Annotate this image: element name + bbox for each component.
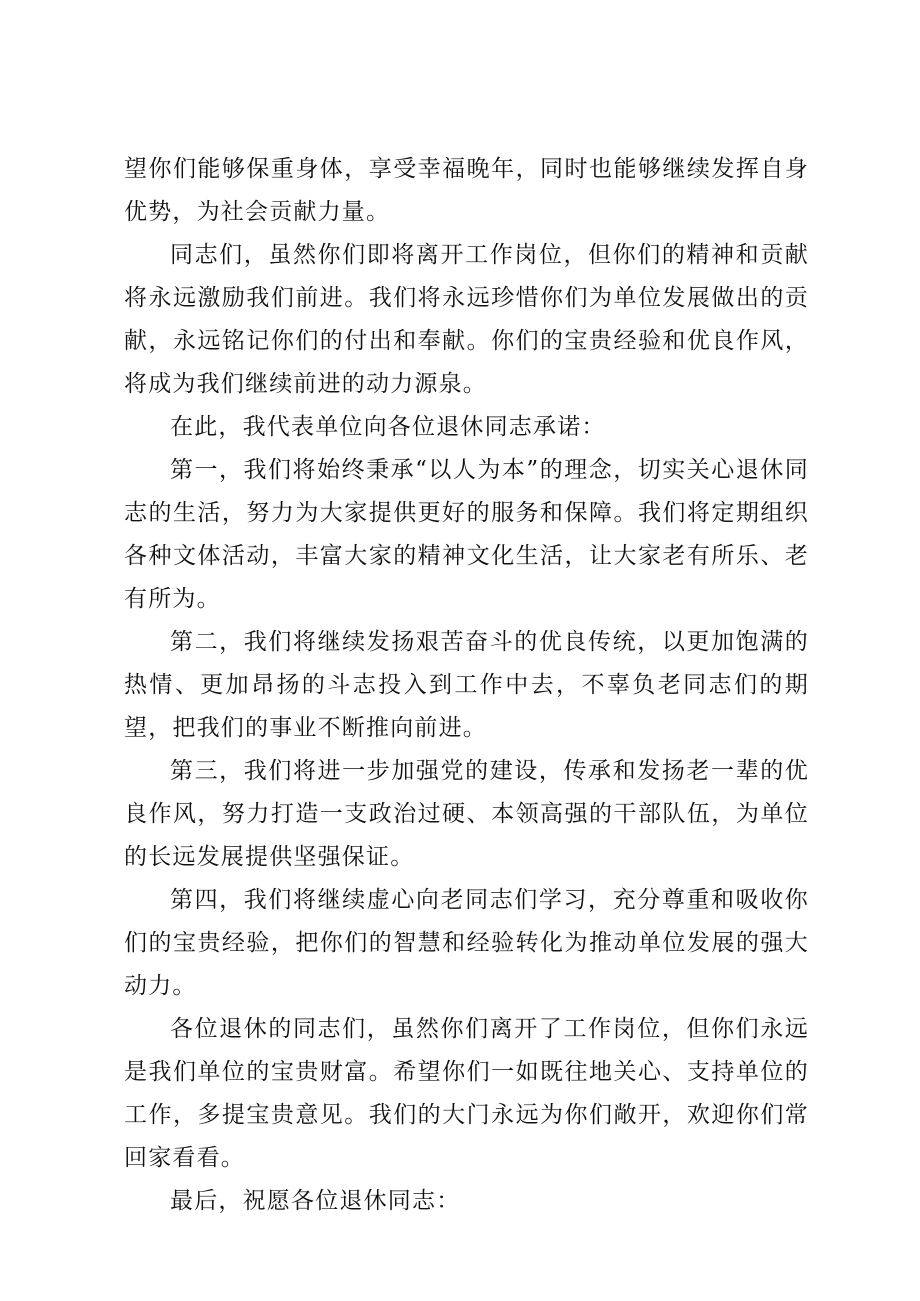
paragraph-pledge-intro: 在此，我代表单位向各位退休同志承诺： [170,414,606,440]
paragraph-pledge-second: 第二，我们将继续发扬艰苦奋斗的优良传统，以更加饱满的热情、更加昂扬的斗志投入到工作中去，不辜负老同志们的期望，把我们的事业不断推向前进。 [124,629,809,741]
paragraph-pledge-fourth: 第四，我们将继续虚心向老同志们学习，充分尊重和吸收你们的宝贵经验，把你们的智慧和经验转化为推动单位发展的强大动力。 [124,887,809,999]
paragraph-retirees-treasure: 各位退休的同志们，虽然你们离开了工作岗位，但你们永远是我们单位的宝贵财富。希望你们一如既往地关心、支持单位的工作，多提宝贵意见。我们的大门永远为你们敞开，欢迎你们常回家看看。 [124,1016,809,1171]
paragraph-pledge-first: 第一，我们将始终秉承“以人为本”的理念，切实关心退休同志的生活，努力为大家提供更好的服务和保障。我们将定期组织各种文体活动，丰富大家的精神文化生活，让大家老有所乐、老有所为。 [124,457,809,612]
document-body [124,148,809,1223]
paragraph-continuation: 望你们能够保重身体，享受幸福晚年，同时也能够继续发挥自身优势，为社会贡献力量。 [124,156,809,225]
paragraph-pledge-third: 第三，我们将进一步加强党的建设，传承和发扬老一辈的优良作风，努力打造一支政治过硬、本领高强的干部队伍，为单位的长远发展提供坚强保证。 [124,758,809,870]
paragraph-closing-wish: 最后，祝愿各位退休同志： [170,1188,461,1214]
paragraph-comrades-spirit: 同志们，虽然你们即将离开工作岗位，但你们的精神和贡献将永远激励我们前进。我们将永远珍惜你们为单位发展做出的贡献，永远铭记你们的付出和奉献。你们的宝贵经验和优良作风，将成为我们继续前进的动力源泉。 [124,242,809,397]
